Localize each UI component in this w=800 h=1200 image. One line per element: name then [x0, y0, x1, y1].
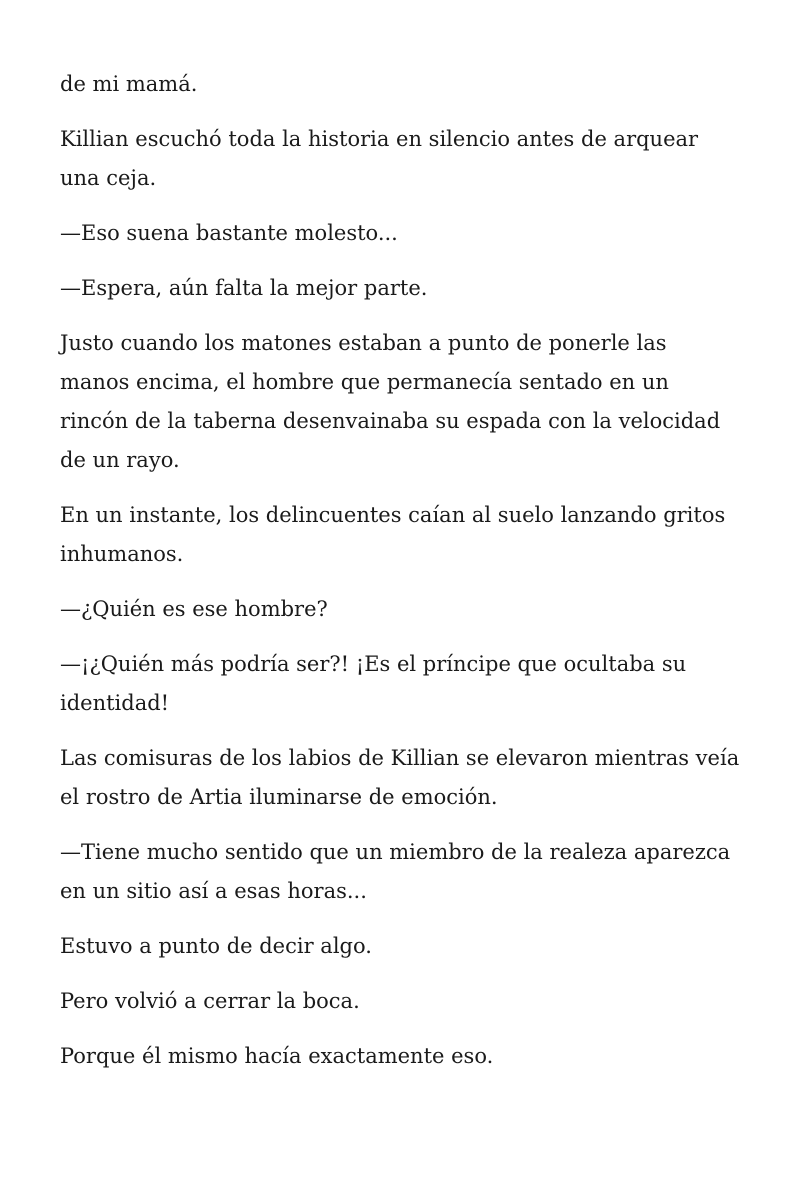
paragraph: Pero volvió a cerrar la boca. — [60, 989, 360, 1013]
paragraph: —Eso suena bastante molesto... — [60, 221, 398, 245]
paragraph: Estuvo a punto de decir algo. — [60, 934, 372, 958]
paragraph: Porque él mismo hacía exactamente eso. — [60, 1044, 494, 1068]
paragraph: —¿Quién es ese hombre? — [60, 597, 328, 621]
paragraph: Las comisuras de los labios de Killian se elevaron mientras veía el rostro de Artia iluminarse de emoción. — [60, 746, 740, 809]
paragraph: —Tiene mucho sentido que un miembro de la realeza aparezca en un sitio así a esas horas... — [60, 840, 731, 903]
paragraph: —¡¿Quién más podría ser?! ¡Es el príncipe que ocultaba su identidad! — [60, 652, 687, 715]
reading-page — [60, 65, 740, 1092]
paragraph: Killian escuchó toda la historia en silencio antes de arquear una ceja. — [60, 127, 699, 190]
paragraph: En un instante, los delincuentes caían al suelo lanzando gritos inhumanos. — [60, 503, 726, 566]
paragraph: —Espera, aún falta la mejor parte. — [60, 276, 428, 300]
paragraph: de mi mamá. — [60, 72, 198, 96]
paragraph: Justo cuando los matones estaban a punto de ponerle las manos encima, el hombre que permanecía sentado en un rincón de la taberna desenvainaba su espada con la velocidad de un rayo. — [60, 331, 721, 472]
